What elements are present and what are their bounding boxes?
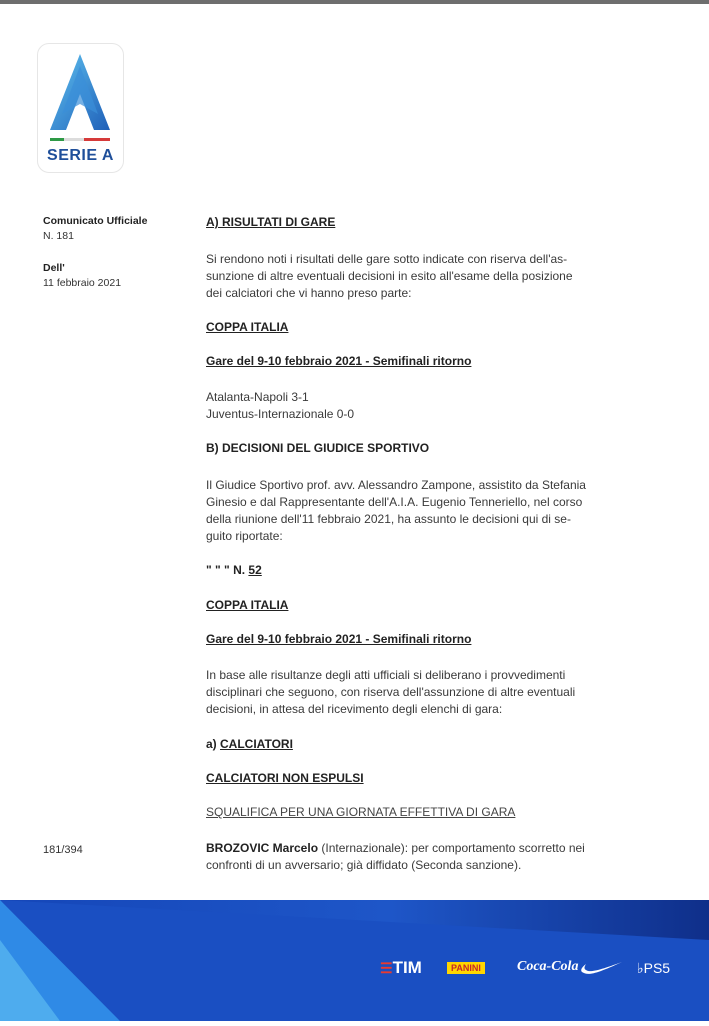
- page-number: 181/394: [43, 844, 83, 856]
- sponsor-label: TIM: [392, 958, 422, 977]
- players-prefix: a): [206, 737, 217, 751]
- category-heading: CALCIATORI NON ESPULSI: [206, 771, 364, 785]
- text-line: [206, 840, 644, 857]
- sponsor-tim: [380, 958, 422, 978]
- decision-number-value: 52: [248, 563, 262, 577]
- section-a-matchday: Gare del 9-10 febbraio 2021 - Semifinali ritorno: [206, 354, 472, 368]
- text-line: dei calciatori che vi hanno preso parte:: [206, 286, 412, 300]
- text-line: sunzione di altre eventuali decisioni in esito all'esame della posizione: [206, 269, 573, 283]
- section-b-body: [206, 667, 644, 718]
- player-text: (Internazionale): per comportamento scorretto nei: [321, 841, 585, 855]
- section-a-competition: COPPA ITALIA: [206, 320, 289, 334]
- comunicato-number: N. 181: [43, 230, 74, 242]
- players-heading: [206, 737, 293, 751]
- text-line: della riunione dell'11 febbraio 2021, ha assunto le decisioni qui di se-: [206, 512, 571, 526]
- text-line: disciplinari che seguono, con riserva dell'assunzione di altre eventuali: [206, 685, 576, 699]
- text-line: guito riportate:: [206, 529, 283, 543]
- sponsor-panini: PANINI: [447, 962, 485, 974]
- section-b-competition: COPPA ITALIA: [206, 598, 289, 612]
- section-b-matchday: Gare del 9-10 febbraio 2021 - Semifinali ritorno: [206, 632, 472, 646]
- text-line: confronti di un avversario; già diffidato (Seconda sanzione).: [206, 858, 522, 872]
- date-value: 11 febbraio 2021: [43, 277, 122, 289]
- sponsor-ps5: [637, 960, 670, 977]
- section-a-intro: [206, 251, 644, 302]
- text-line: decisioni, in attesa del ricevimento degli elenchi di gara:: [206, 702, 503, 716]
- sponsor-label: PS5: [643, 960, 671, 976]
- top-border: [0, 0, 709, 4]
- players-title: CALCIATORI: [220, 737, 293, 751]
- comunicato-block: [43, 214, 147, 244]
- section-a-title: A) RISULTATI DI GARE: [206, 215, 336, 229]
- comunicato-label: Comunicato Ufficiale: [43, 215, 148, 227]
- logo-text: SERIE A: [47, 147, 114, 164]
- text-line: Ginesio e dal Rappresentante dell'A.I.A. Eugenio Tenneriello, nel corso: [206, 495, 583, 509]
- section-b-intro: [206, 477, 644, 545]
- decision-number-prefix: " " " N.: [206, 563, 246, 577]
- text-line: In base alle risultanze degli atti ufficiali si deliberano i provvedimenti: [206, 668, 566, 682]
- sponsor-cocacola: Coca-Cola: [517, 959, 579, 974]
- tim-mark-icon: ☰: [380, 960, 393, 976]
- nike-swoosh-icon: [580, 960, 624, 981]
- result-item: Juventus-Internazionale 0-0: [206, 407, 355, 421]
- results-list: [206, 389, 644, 423]
- date-block: [43, 261, 121, 291]
- player-name: BROZOVIC Marcelo: [206, 841, 319, 855]
- playstation-icon: ♭: [637, 960, 644, 976]
- date-label: Dell': [43, 262, 65, 274]
- section-b-title: B) DECISIONI DEL GIUDICE SPORTIVO: [206, 441, 430, 455]
- serie-a-logo: [37, 43, 124, 173]
- player-sanction: [206, 840, 644, 874]
- text-line: Si rendono noti i risultati delle gare sotto indicate con riserva dell'as-: [206, 252, 568, 266]
- sanction-heading: SQUALIFICA PER UNA GIORNATA EFFETTIVA DI GARA: [206, 805, 516, 819]
- text-line: Il Giudice Sportivo prof. avv. Alessandro Zampone, assistito da Stefania: [206, 478, 586, 492]
- decision-number: [206, 563, 262, 577]
- result-item: Atalanta-Napoli 3-1: [206, 390, 309, 404]
